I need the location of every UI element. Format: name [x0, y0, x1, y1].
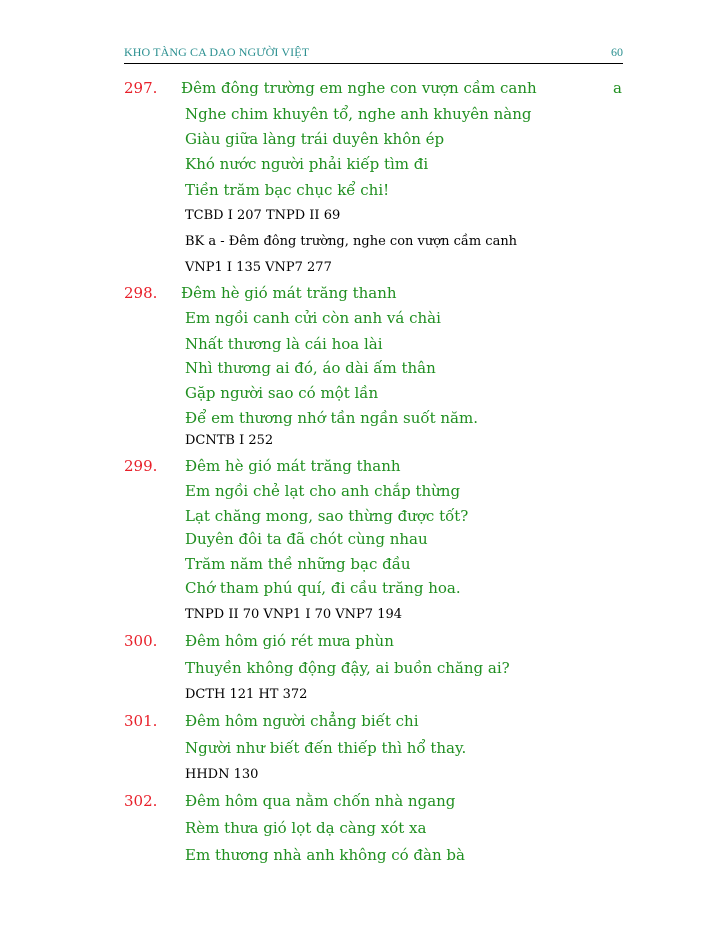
verse-line: Đêm hè gió mát trăng thanh: [185, 457, 401, 475]
margin-mark: a: [613, 79, 622, 97]
source-reference: VNP1 I 135 VNP7 277: [185, 260, 332, 275]
verse-line: Trăm năm thề những bạc đầu: [185, 555, 411, 573]
verse-line: Đêm đông trường em nghe con vượn cầm canh: [181, 79, 537, 97]
entry-number: 298.: [124, 284, 158, 302]
verse-line: Nghe chim khuyên tổ, nghe anh khuyên nàng: [185, 105, 532, 123]
entry-number: 297.: [124, 79, 158, 97]
verse-line: Khó nước người phải kiếp tìm đi: [185, 155, 429, 173]
verse-line: Em ngồi canh cửi còn anh vá chài: [185, 309, 441, 327]
header-title: KHO TÀNG CA DAO NGƯỜI VIỆT: [124, 45, 310, 59]
source-reference: HHDN 130: [185, 767, 259, 782]
source-reference: TCBD I 207 TNPD II 69: [185, 208, 341, 223]
verse-line: Nhì thương ai đó, áo dài ấm thân: [185, 359, 436, 377]
verse-line: Đêm hôm người chẳng biết chi: [185, 712, 419, 730]
verse-line: Rèm thưa gió lọt dạ càng xót xa: [185, 819, 427, 837]
page-header: [124, 44, 623, 64]
source-reference: DCNTB I 252: [185, 433, 274, 448]
verse-line: Em ngồi chẻ lạt cho anh chắp thừng: [185, 482, 461, 500]
verse-line: Duyên đôi ta đã chót cùng nhau: [185, 530, 428, 548]
verse-line: Đêm hôm gió rét mưa phùn: [185, 632, 394, 650]
source-reference: TNPD II 70 VNP1 I 70 VNP7 194: [185, 607, 403, 622]
page-number: 60: [611, 45, 623, 59]
verse-line: Nhất thương là cái hoa lài: [185, 335, 383, 353]
verse-line: Người như biết đến thiếp thì hổ thay.: [185, 739, 467, 757]
verse-line: Chớ tham phú quí, đi cầu trăng hoa.: [185, 579, 461, 597]
verse-line: Giàu giữa làng trái duyên khôn ép: [185, 130, 445, 148]
verse-line: Thuyền không động đậy, ai buồn chăng ai?: [185, 659, 510, 677]
verse-line: Tiền trăm bạc chục kể chi!: [185, 181, 390, 199]
verse-line: Gặp người sao có một lần: [185, 384, 379, 402]
verse-line: Lạt chăng mong, sao thừng được tốt?: [185, 507, 469, 525]
entry-number: 301.: [124, 712, 158, 730]
verse-line: Để em thương nhớ tần ngần suốt năm.: [185, 409, 478, 427]
entry-number: 300.: [124, 632, 158, 650]
source-reference: BK a - Đêm đông trường, nghe con vượn cầm canh: [185, 234, 518, 249]
verse-line: Đêm hè gió mát trăng thanh: [181, 284, 397, 302]
source-reference: DCTH 121 HT 372: [185, 687, 308, 702]
entry-number: 299.: [124, 457, 158, 475]
verse-line: Em thương nhà anh không có đàn bà: [185, 846, 465, 864]
verse-line: Đêm hôm qua nằm chốn nhà ngang: [185, 792, 456, 810]
entry-number: 302.: [124, 792, 158, 810]
